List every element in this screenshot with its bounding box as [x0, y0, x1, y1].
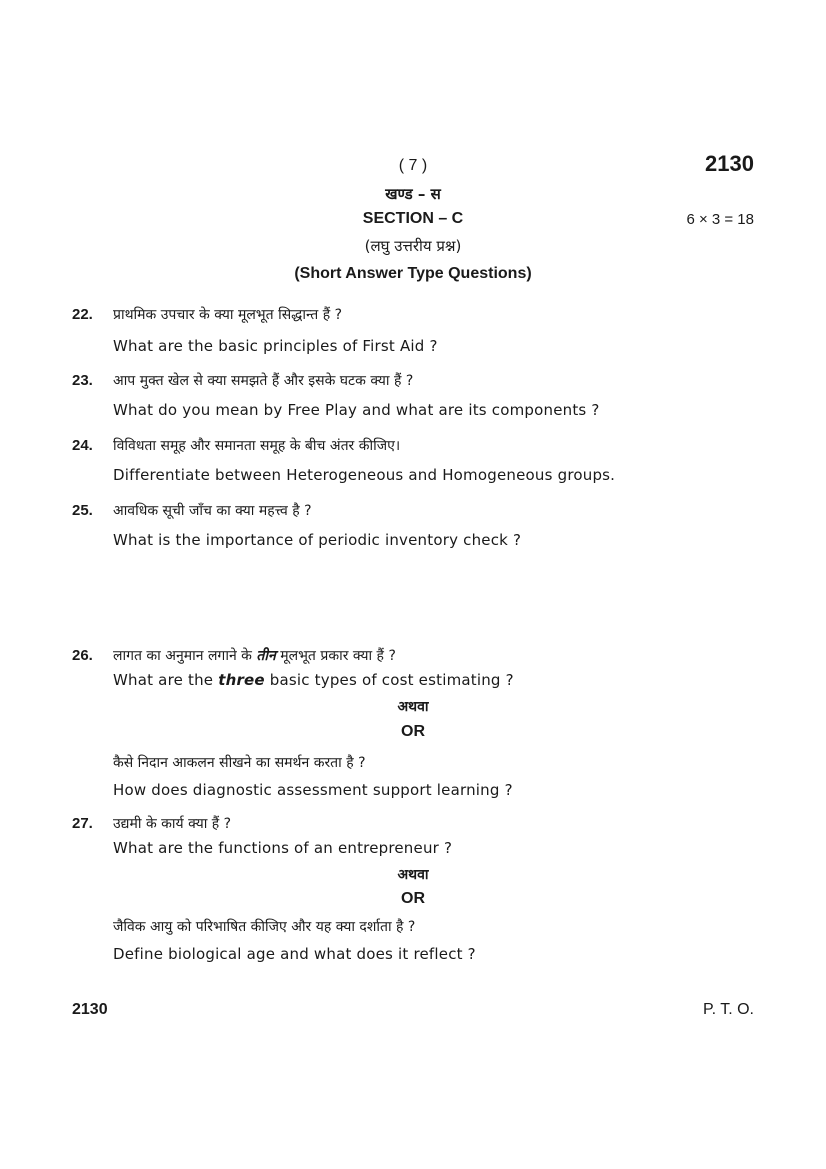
question-26-hindi-pre: लागत का अनुमान लगाने के — [113, 648, 257, 664]
question-26-english — [113, 671, 514, 689]
question-number-22: 22. — [72, 306, 93, 323]
question-26-english-emphasis: three — [218, 671, 265, 689]
question-27-english: What are the functions of an entrepreneur ? — [113, 839, 453, 857]
question-27-alt-hindi: जैविक आयु को परिभाषित कीजिए और यह क्या दर्शाता है ? — [113, 919, 416, 935]
or-hindi-26: अथवा — [397, 699, 429, 715]
question-number-23: 23. — [72, 372, 93, 389]
question-type-english: (Short Answer Type Questions) — [294, 265, 532, 282]
question-number-27: 27. — [72, 815, 93, 832]
question-25-english: What is the importance of periodic inventory check ? — [113, 531, 522, 549]
question-23-english: What do you mean by Free Play and what are its components ? — [113, 401, 600, 419]
question-27-alt-english: Define biological age and what does it reflect ? — [113, 945, 476, 963]
question-22-hindi: प्राथमिक उपचार के क्या मूलभूत सिद्धान्त हैं ? — [113, 307, 343, 323]
question-24-english: Differentiate between Heterogeneous and Homogeneous groups. — [113, 466, 616, 484]
question-number-26: 26. — [72, 647, 93, 664]
question-26-hindi-emphasis: तीन — [256, 648, 276, 664]
question-26-alt-english: How does diagnostic assessment support learning ? — [113, 781, 513, 799]
or-english-27: OR — [401, 890, 425, 907]
paper-code-bottom: 2130 — [72, 1001, 108, 1018]
question-26-english-post: basic types of cost estimating ? — [264, 671, 514, 689]
section-title-english: SECTION – C — [362, 210, 464, 227]
question-26-english-pre: What are the — [113, 671, 219, 689]
paper-code-top: 2130 — [705, 151, 754, 176]
question-23-hindi: आप मुक्त खेल से क्या समझते हैं और इसके घटक क्या हैं ? — [113, 373, 414, 389]
section-title-hindi: खण्ड – स — [385, 185, 441, 203]
question-25-hindi: आवधिक सूची जाँच का क्या महत्त्व है ? — [113, 503, 312, 519]
question-number-25: 25. — [72, 502, 93, 519]
or-english-26: OR — [401, 723, 425, 740]
or-hindi-27: अथवा — [397, 867, 429, 883]
question-26-alt-hindi: कैसे निदान आकलन सीखने का समर्थन करता है ? — [113, 755, 366, 771]
question-number-24: 24. — [72, 437, 93, 454]
question-26-hindi — [113, 646, 396, 665]
please-turn-over: P. T. O. — [703, 1001, 754, 1018]
page-number: ( 7 ) — [398, 157, 428, 174]
question-22-english: What are the basic principles of First Aid ? — [113, 337, 438, 355]
question-27-hindi: उद्यमी के कार्य क्या हैं ? — [113, 816, 232, 832]
section-marks: 6 × 3 = 18 — [686, 211, 754, 228]
question-24-hindi: विविधता समूह और समानता समूह के बीच अंतर कीजिए। — [113, 438, 401, 454]
question-type-hindi: (लघु उत्तरीय प्रश्न) — [364, 237, 462, 255]
question-26-hindi-post: मूलभूत प्रकार क्या हैं ? — [275, 648, 396, 664]
